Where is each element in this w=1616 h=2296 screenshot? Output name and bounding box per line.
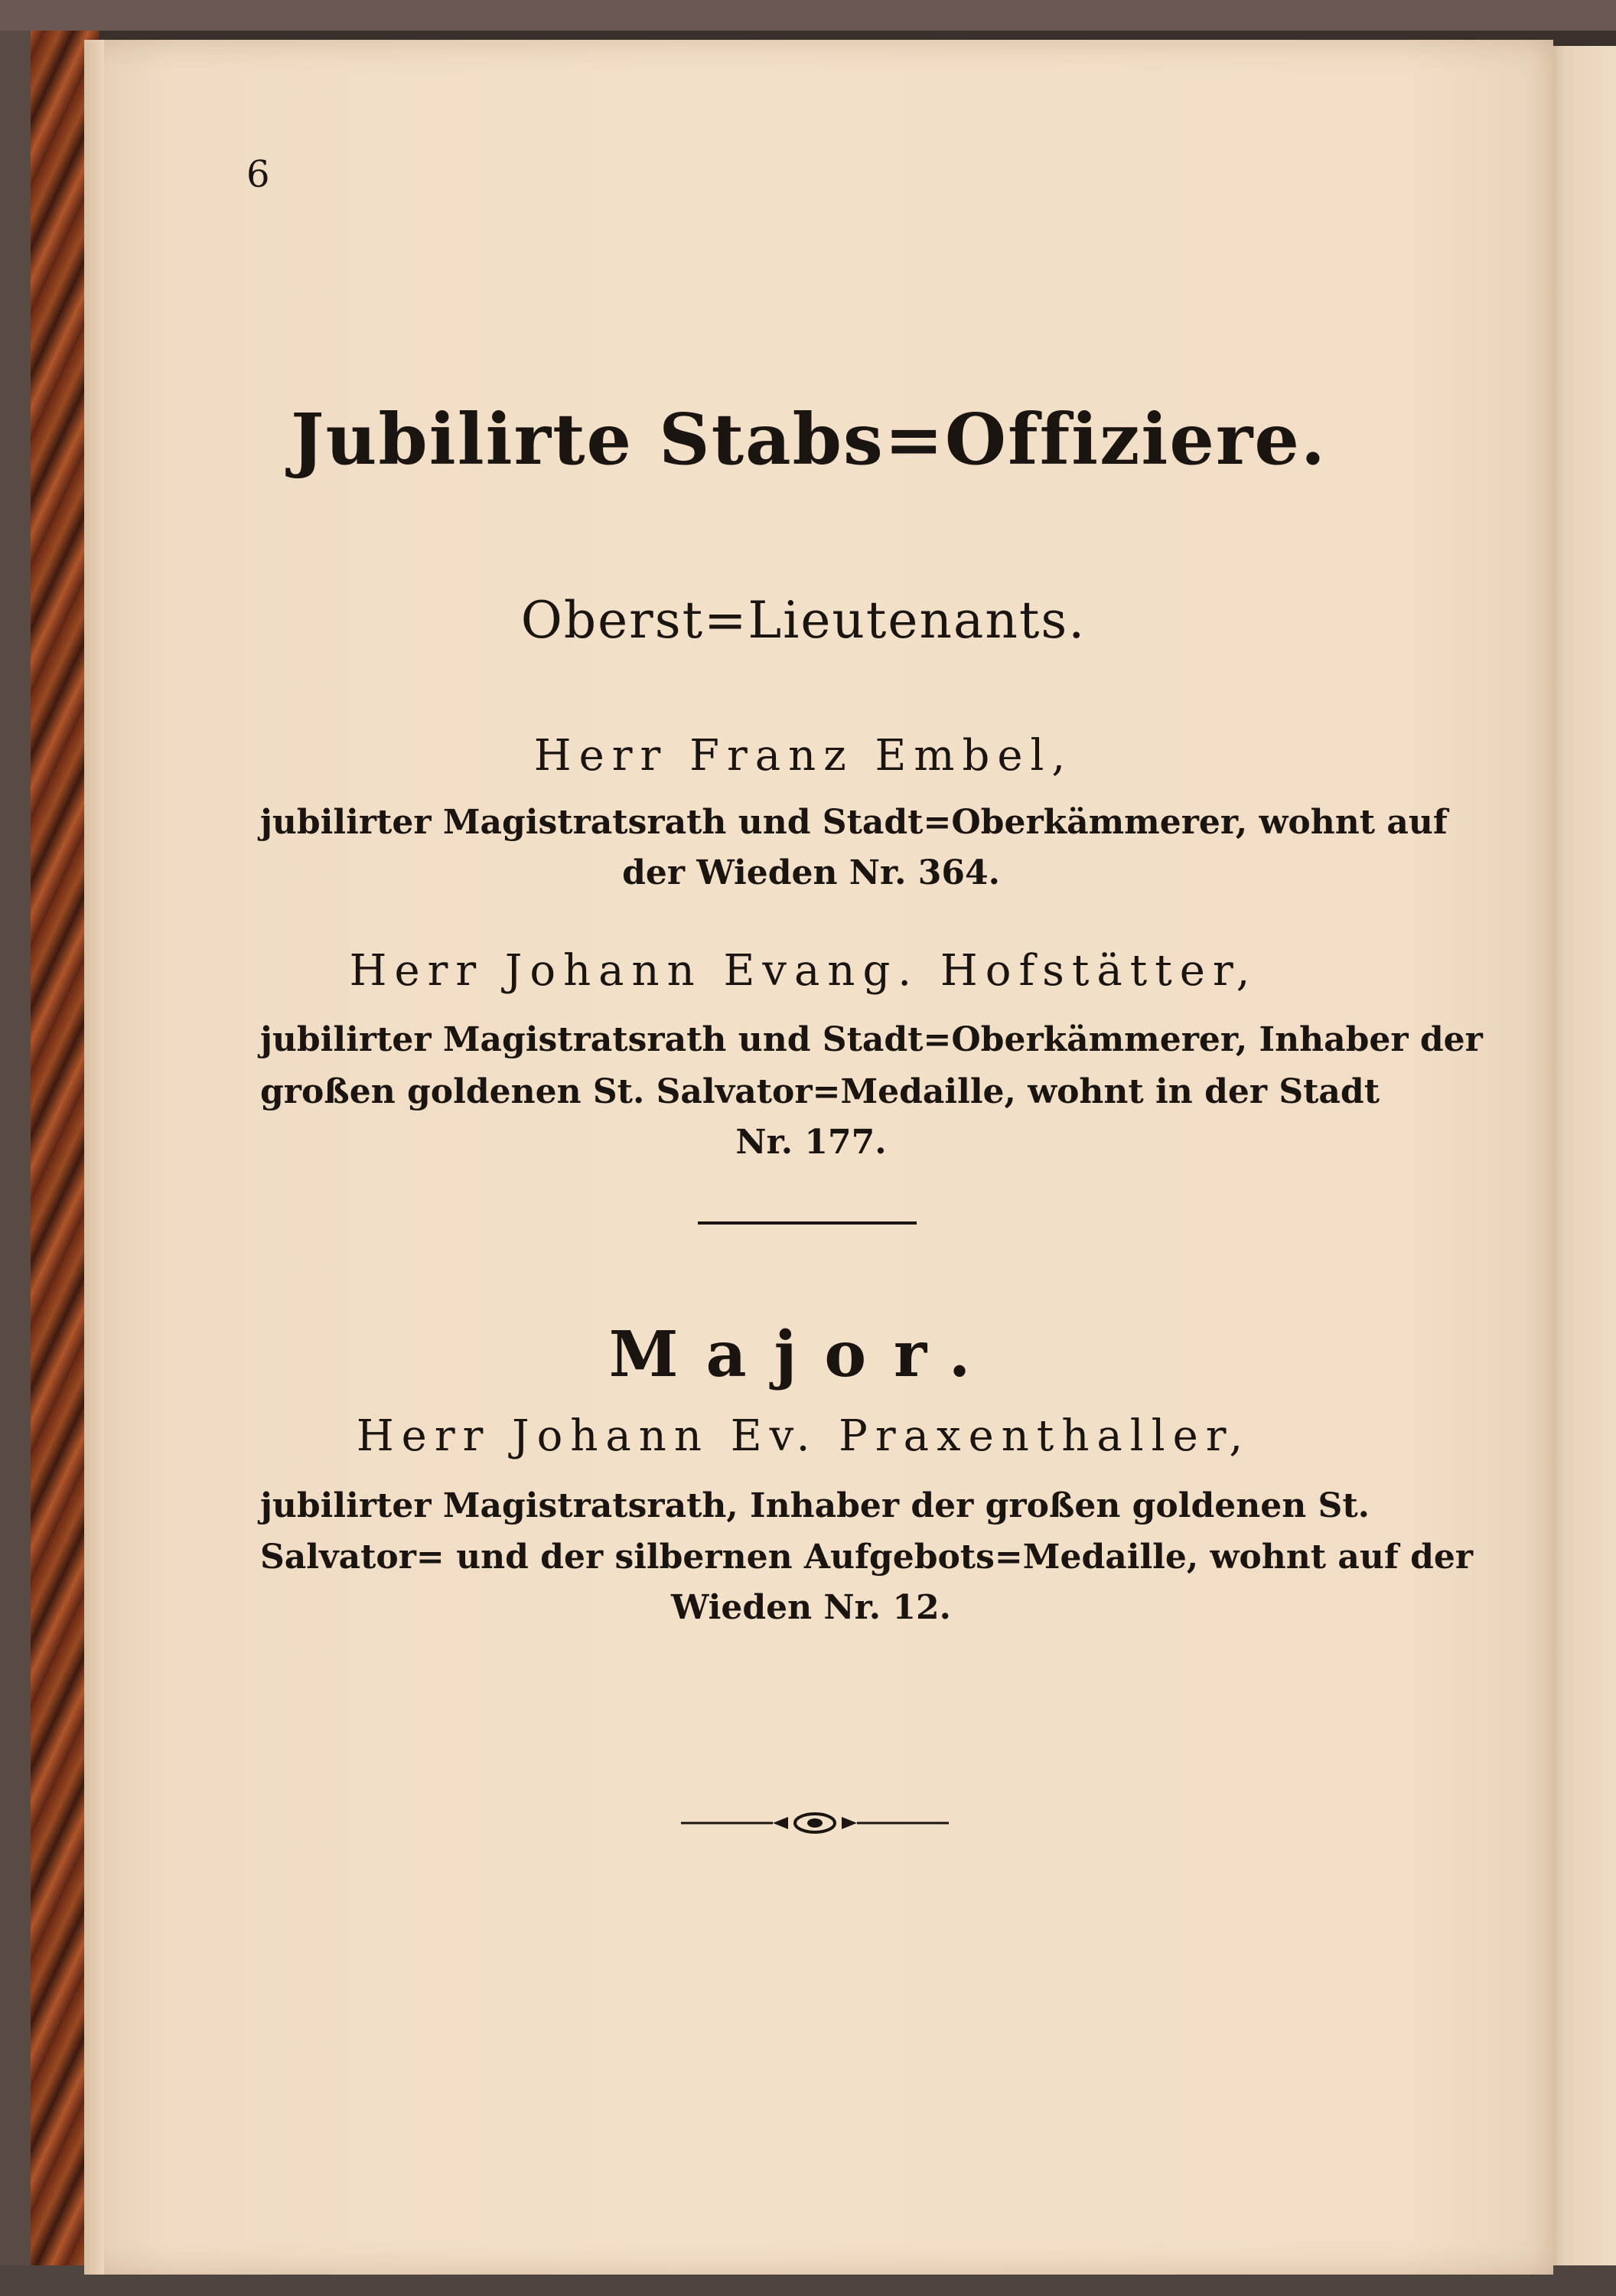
page-title: Jubilirte Stabs=Offiziere.: [291, 398, 1327, 481]
section-heading-oberst-lieutenants: Oberst=Lieutenants.: [520, 591, 1087, 650]
person-name-embel: Herr Franz Embel,: [533, 731, 1074, 781]
person-description-line: Salvator= und der silbernen Aufgebots=Medaille, wohnt auf der: [260, 1538, 1474, 1577]
book-spine-edge: [0, 0, 31, 2296]
person-description-line: jubilirter Magistratsrath und Stadt=Oberkämmerer, Inhaber der: [260, 1020, 1483, 1059]
person-name-praxenthaller: Herr Johann Ev. Praxenthaller,: [356, 1411, 1251, 1461]
person-description-line: jubilirter Magistratsrath, Inhaber der großen goldenen St.: [260, 1486, 1370, 1525]
section-heading-major: Major.: [608, 1318, 999, 1391]
ornament-tailpiece-icon: [681, 1806, 949, 1837]
person-description-line: jubilirter Magistratsrath und Stadt=Oberkämmerer, wohnt auf: [260, 803, 1448, 842]
page-number: 6: [246, 153, 270, 196]
page-gutter-shadow: [84, 40, 104, 2275]
person-description-line: der Wieden Nr. 364.: [622, 853, 1000, 892]
facing-page-edge: [1544, 46, 1616, 2265]
divider-rule: [698, 1221, 917, 1225]
person-description-line: Wieden Nr. 12.: [671, 1588, 951, 1627]
person-description-line: Nr. 177.: [735, 1123, 887, 1162]
person-name-hofstaetter: Herr Johann Evang. Hofstätter,: [349, 946, 1258, 996]
cover-top-edge: [0, 0, 1616, 31]
person-description-line: großen goldenen St. Salvator=Medaille, wohnt in der Stadt: [260, 1072, 1380, 1111]
